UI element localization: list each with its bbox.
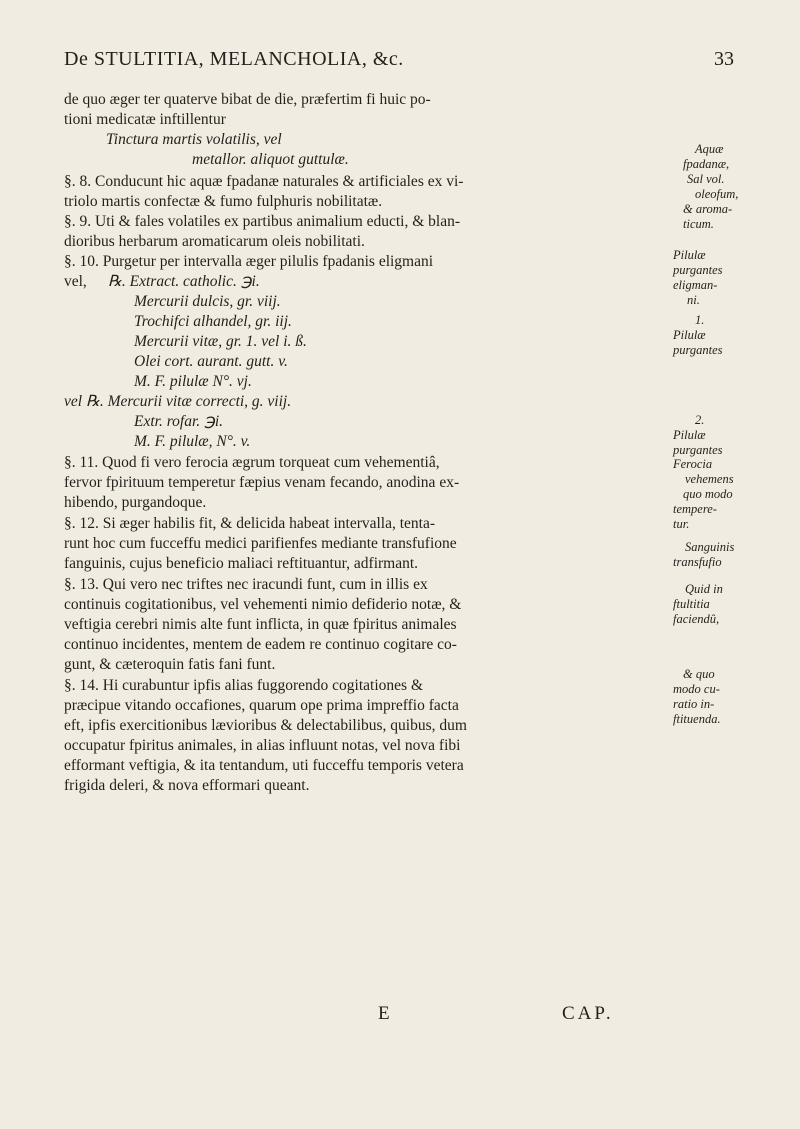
text-line: occupatur fpiritus animales, in alias influunt notas, vel nova fibi — [64, 737, 461, 754]
margin-note: ftituenda. — [673, 712, 721, 726]
text-line: fanguinis, cujus beneficio maliaci reftituantur, adfirmant. — [64, 555, 419, 572]
text-line: vel, — [64, 273, 87, 290]
text-line: §. 9. Uti & fales volatiles ex partibus animalium educti, & blan- — [64, 213, 461, 230]
margin-note: 2. — [695, 413, 705, 427]
margin-note: faciendû, — [673, 612, 720, 626]
margin-note: Ferocia — [673, 457, 713, 471]
text-line: fervor fpirituum temperetur fæpius venam fecando, anodina ex- — [64, 474, 460, 491]
margin-note: vehemens — [685, 472, 734, 486]
margin-note: transfufio — [673, 555, 722, 569]
text-line: præcipue vitando occafiones, quarum ope prima impreffio facta — [64, 697, 459, 714]
text-line: gunt, & cæteroquin fatis fani funt. — [64, 656, 276, 673]
text-line: continuo incidentes, mentem de eadem re continuo cogitare co- — [64, 636, 457, 653]
text-line: Olei cort. aurant. gutt. v. — [134, 353, 288, 370]
text-line: §. 11. Quod fi vero ferocia ægrum torqueat cum vehementiâ, — [64, 454, 440, 471]
text-line: Mercurii vitæ, gr. 1. vel i. ß. — [134, 333, 307, 350]
margin-note: & aroma- — [683, 202, 733, 216]
text-line: de quo æger ter quaterve bibat de die, præfertim fi huic po- — [64, 91, 431, 108]
margin-note: Pilulæ — [673, 248, 706, 262]
margin-note: Pilulæ — [673, 328, 706, 342]
running-header — [64, 48, 734, 78]
page-number: 33 — [714, 48, 734, 70]
text-line: frigida deleri, & nova efformari queant. — [64, 777, 310, 794]
margin-note: ticum. — [683, 217, 714, 231]
margin-note: purgantes — [673, 263, 723, 277]
text-line: Extr. rofar. ℈i. — [134, 413, 224, 430]
text-line: efformant veftigia, & ita tentandum, uti fucceffu temporis vetera — [64, 757, 464, 774]
text-line: M. F. pilulæ N°. vj. — [134, 373, 252, 390]
text-line: vel ℞. Mercurii vitæ correcti, g. viij. — [64, 393, 292, 410]
text-line: §. 8. Conducunt hic aquæ fpadanæ naturales & artificiales ex vi- — [64, 173, 464, 190]
margin-note: tur. — [673, 517, 690, 531]
text-line: metallor. aliquot guttulæ. — [192, 151, 349, 168]
text-line: dioribus herbarum aromaticarum oleis nobilitati. — [64, 233, 365, 250]
margin-note: modo cu- — [673, 682, 720, 696]
margin-note: eligman- — [673, 278, 718, 292]
margin-note: Pilulæ — [673, 428, 706, 442]
margin-note: Sal vol. — [687, 172, 725, 186]
margin-note: ftultitia — [673, 597, 710, 611]
text-line: tioni medicatæ inftillentur — [64, 111, 226, 128]
margin-note: fpadanæ, — [683, 157, 730, 171]
signature-mark: E — [378, 1003, 390, 1024]
margin-note: Quid in — [685, 582, 723, 596]
margin-note: Sanguinis — [685, 540, 735, 554]
text-line: triolo martis confectæ & fumo fulphuris nobilitatæ. — [64, 193, 383, 210]
margin-note: ratio in- — [673, 697, 715, 711]
text-line: runt hoc cum fucceffu medici parifienfes mediante transfufione — [64, 535, 457, 552]
text-line: eft, ipfis exercitionibus lævioribus & delectabilibus, quibus, dum — [64, 717, 467, 734]
text-line: §. 13. Qui vero nec triftes nec iracundi funt, cum in illis ex — [64, 576, 428, 593]
margin-note: oleofum, — [695, 187, 739, 201]
margin-note: quo modo — [683, 487, 733, 501]
running-title: De STULTITIA, MELANCHOLIA, &c. — [64, 48, 404, 70]
text-line: veftigia cerebri nimis alte funt inflicta, in quæ fpiritus animales — [64, 616, 457, 633]
catchword: CAP. — [562, 1003, 614, 1024]
margin-note: 1. — [695, 313, 705, 327]
margin-note: purgantes — [673, 343, 723, 357]
text-line: continuis cogitationibus, vel vehementi nimio defiderio notæ, & — [64, 596, 462, 613]
text-line: M. F. pilulæ, N°. v. — [134, 433, 251, 450]
text-line: §. 10. Purgetur per intervalla æger pilulis fpadanis eligmani — [64, 253, 434, 270]
text-line: §. 12. Si æger habilis fit, & delicida habeat intervalla, tenta- — [64, 515, 436, 532]
text-line: ℞. Extract. catholic. ℈i. — [108, 273, 260, 290]
text-line: §. 14. Hi curabuntur ipfis alias fuggorendo cogitationes & — [64, 677, 424, 694]
margin-note: purgantes — [673, 443, 723, 457]
text-line: Mercurii dulcis, gr. viij. — [134, 293, 281, 310]
margin-note: & quo — [683, 667, 715, 681]
text-line: Trochifci alhandel, gr. iij. — [134, 313, 292, 330]
text-line: Tinctura martis volatilis, vel — [106, 131, 282, 148]
text-line: hibendo, purgandoque. — [64, 494, 207, 511]
margin-note: tempere- — [673, 502, 717, 516]
margin-note: ni. — [687, 293, 700, 307]
margin-note: Aquæ — [695, 142, 724, 156]
